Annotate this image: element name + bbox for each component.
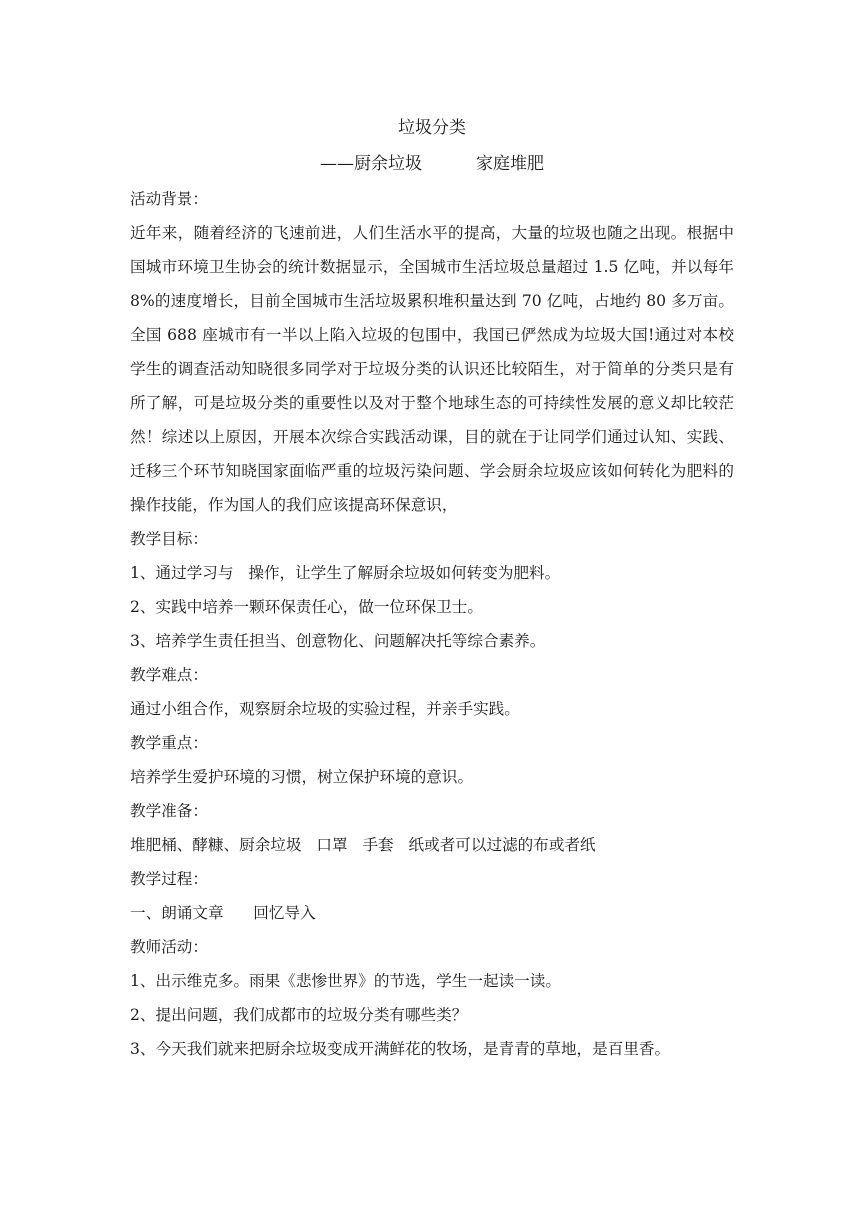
background-paragraph: 近年来，随着经济的飞速前进，人们生活水平的提高，大量的垃圾也随之出现。根据中国城市环境卫生协会的统计数据显示，全国城市生活垃圾总量超过 1.5 亿吨，并以每年 8%的速度增长，目前全国城市生活垃圾累积堆积量达到 70 亿吨，占地约 80 多万亩。全国 688 座城市有一半以上陷入垃圾的包围中，我国已俨然成为垃圾大国!通过对本校学生的调查活动知晓很多同学对于垃圾分类的认识还比较陌生，对于简单的分类只是有所了解，可是垃圾分类的重要性以及对于整个地球生态的可持续性发展的意义却比较茫然！综述以上原因，开展本次综合实践活动课，目的就在于让同学们通过认知、实践、迁移三个环节知晓国家面临严重的垃圾污染问题、学会厨余垃圾应该如何转化为肥料的操作技能，作为国人的我们应该提高环保意识， [130, 224, 734, 514]
teacher-activity-heading: 教师活动： [130, 938, 208, 956]
background-heading: 活动背景： [130, 190, 208, 208]
goal-item: 1、通过学习与 操作，让学生了解厨余垃圾如何转变为肥料。 [130, 564, 561, 582]
document-title: 垃圾分类 [398, 118, 466, 138]
preparation-text: 堆肥桶、酵糠、厨余垃圾 口罩 手套 纸或者可以过滤的布或者纸 [130, 836, 596, 854]
preparation-heading: 教学准备： [130, 802, 208, 820]
process-step-title: 一、朗诵文章 回忆导入 [130, 904, 316, 922]
goal-item: 2、实践中培养一颗环保责任心，做一位环保卫士。 [130, 598, 483, 616]
document-page [130, 110, 734, 1066]
goal-item: 3、培养学生责任担当、创意物化、问题解决托等综合素养。 [130, 632, 546, 650]
teacher-activity-item: 2、提出问题，我们成都市的垃圾分类有哪些类？ [130, 1006, 468, 1024]
difficulty-heading: 教学难点： [130, 666, 208, 684]
key-point-text: 培养学生爱护环境的习惯，树立保护环境的意识。 [130, 768, 474, 786]
key-point-heading: 教学重点： [130, 734, 208, 752]
teacher-activity-item: 1、出示维克多。雨果《悲惨世界》的节选，学生一起读一读。 [130, 972, 561, 990]
difficulty-text: 通过小组合作，观察厨余垃圾的实验过程，并亲手实践。 [130, 700, 520, 718]
teacher-activity-item: 3、今天我们就来把厨余垃圾变成开满鲜花的牧场，是青青的草地，是百里香。 [130, 1040, 671, 1058]
document-subtitle: ——厨余垃圾 家庭堆肥 [319, 154, 545, 174]
process-heading: 教学过程： [130, 870, 208, 888]
goals-heading: 教学目标： [130, 530, 208, 548]
